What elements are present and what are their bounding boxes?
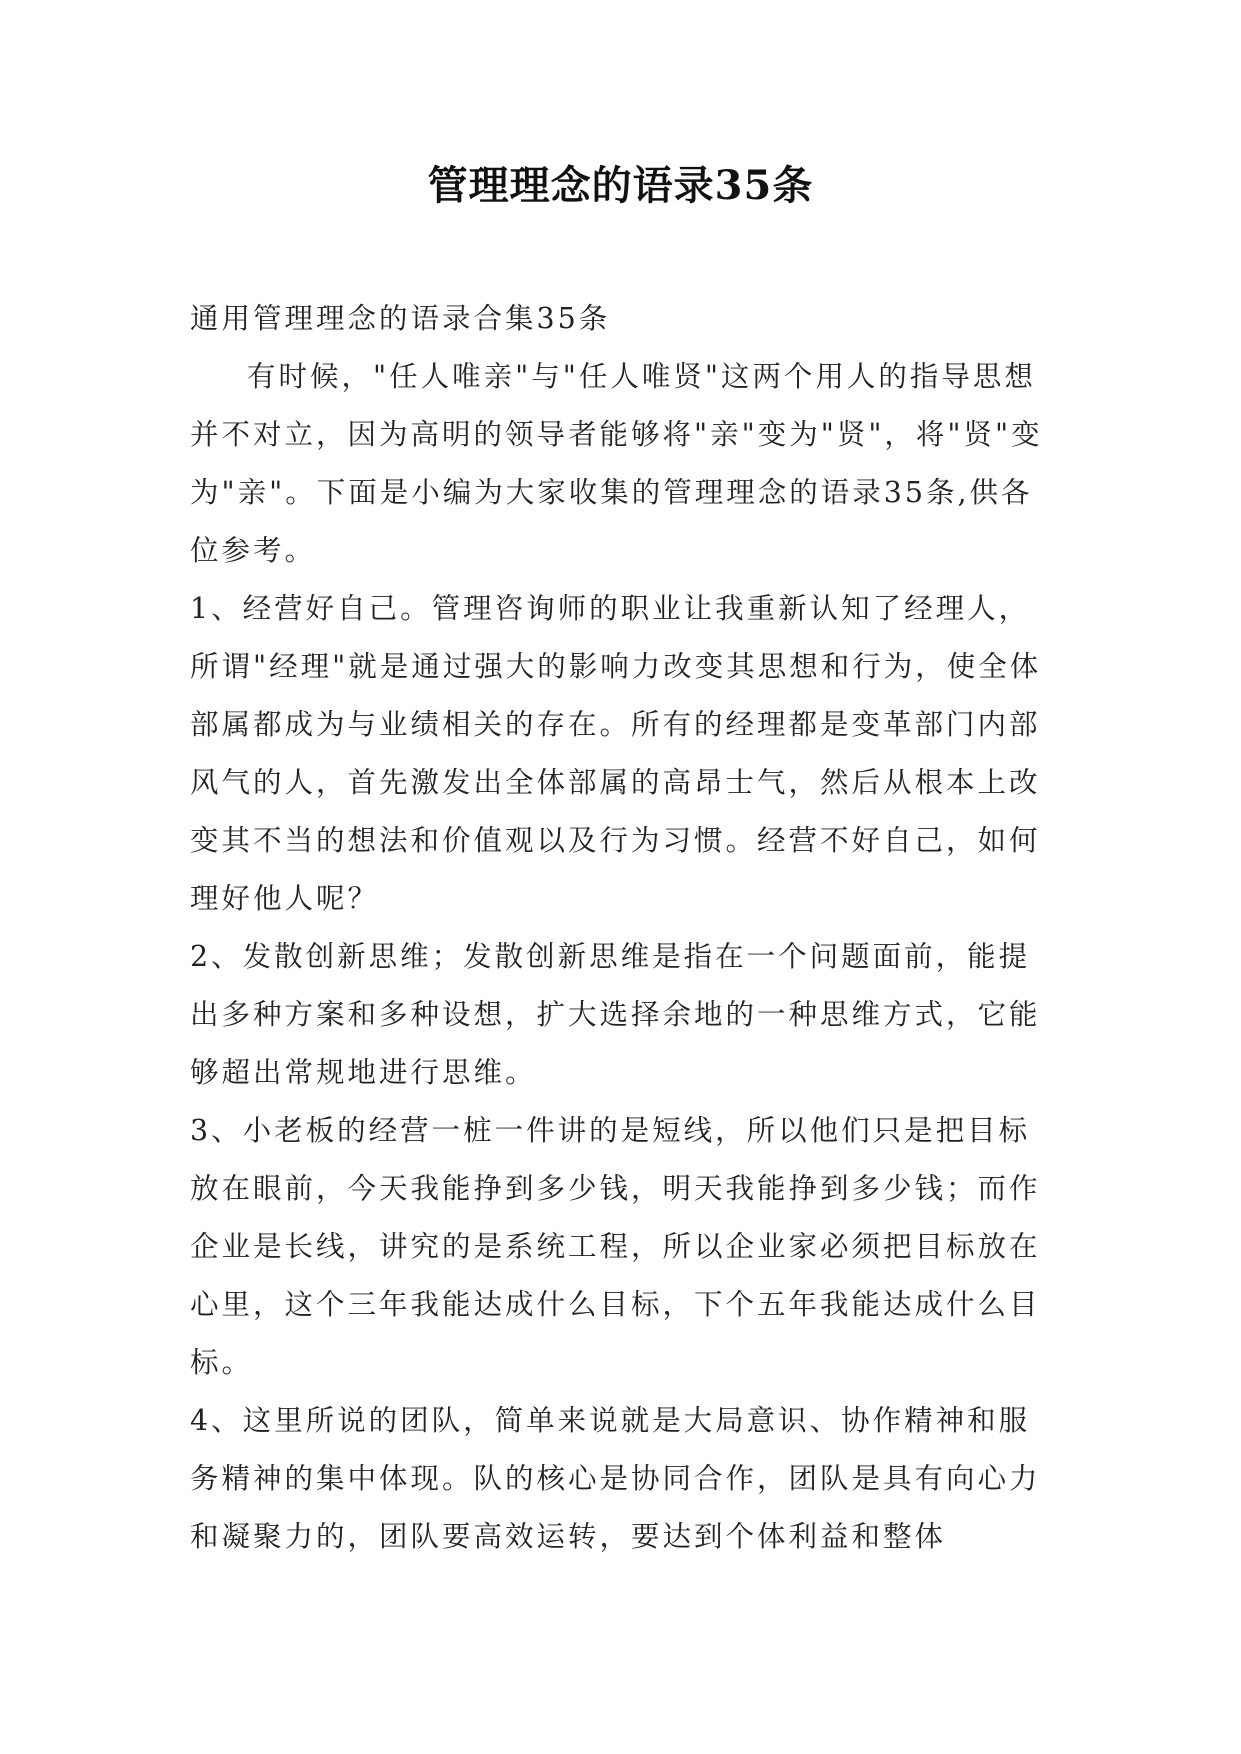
intro-paragraph: 有时候，"任人唯亲"与"任人唯贤"这两个用人的指导思想并不对立，因为高明的领导者能够将"亲"变为"贤"，将"贤"变为"亲"。下面是小编为大家收集的管理理念的语录35条,供各位参考。 bbox=[190, 360, 1043, 567]
list-item: 4、这里所说的团队，简单来说就是大局意识、协作精神和服务精神的集中体现。队的核心是协同合作，团队是具有向心力和凝聚力的，团队要高效运转，要达到个体利益和整体 bbox=[190, 1404, 1041, 1553]
list-item: 2、发散创新思维；发散创新思维是指在一个问题面前，能提出多种方案和多种设想，扩大选择余地的一种思维方式，它能够超出常规地进行思维。 bbox=[190, 940, 1041, 1089]
list-item: 3、小老板的经营一桩一件讲的是短线，所以他们只是把目标放在眼前，今天我能挣到多少钱，明天我能挣到多少钱；而作企业是长线，讲究的是系统工程，所以企业家必须把目标放在心里，这个三年我能达成什么目标，下个五年我能达成什么目标。 bbox=[190, 1114, 1041, 1379]
document-title: 管理理念的语录35条 bbox=[427, 162, 814, 209]
list-item: 1、经营好自己。管理咨询师的职业让我重新认知了经理人，所谓"经理"就是通过强大的影响力改变其思想和行为，使全体部属都成为与业绩相关的存在。所有的经理都是变革部门内部风气的人，首先激发出全体部属的高昂士气，然后从根本上改变其不当的想法和价值观以及行为习惯。经营不好自己，如何理好他人呢？ bbox=[190, 592, 1042, 915]
document-subtitle: 通用管理理念的语录合集35条 bbox=[190, 302, 611, 335]
document-body bbox=[190, 290, 1052, 1566]
